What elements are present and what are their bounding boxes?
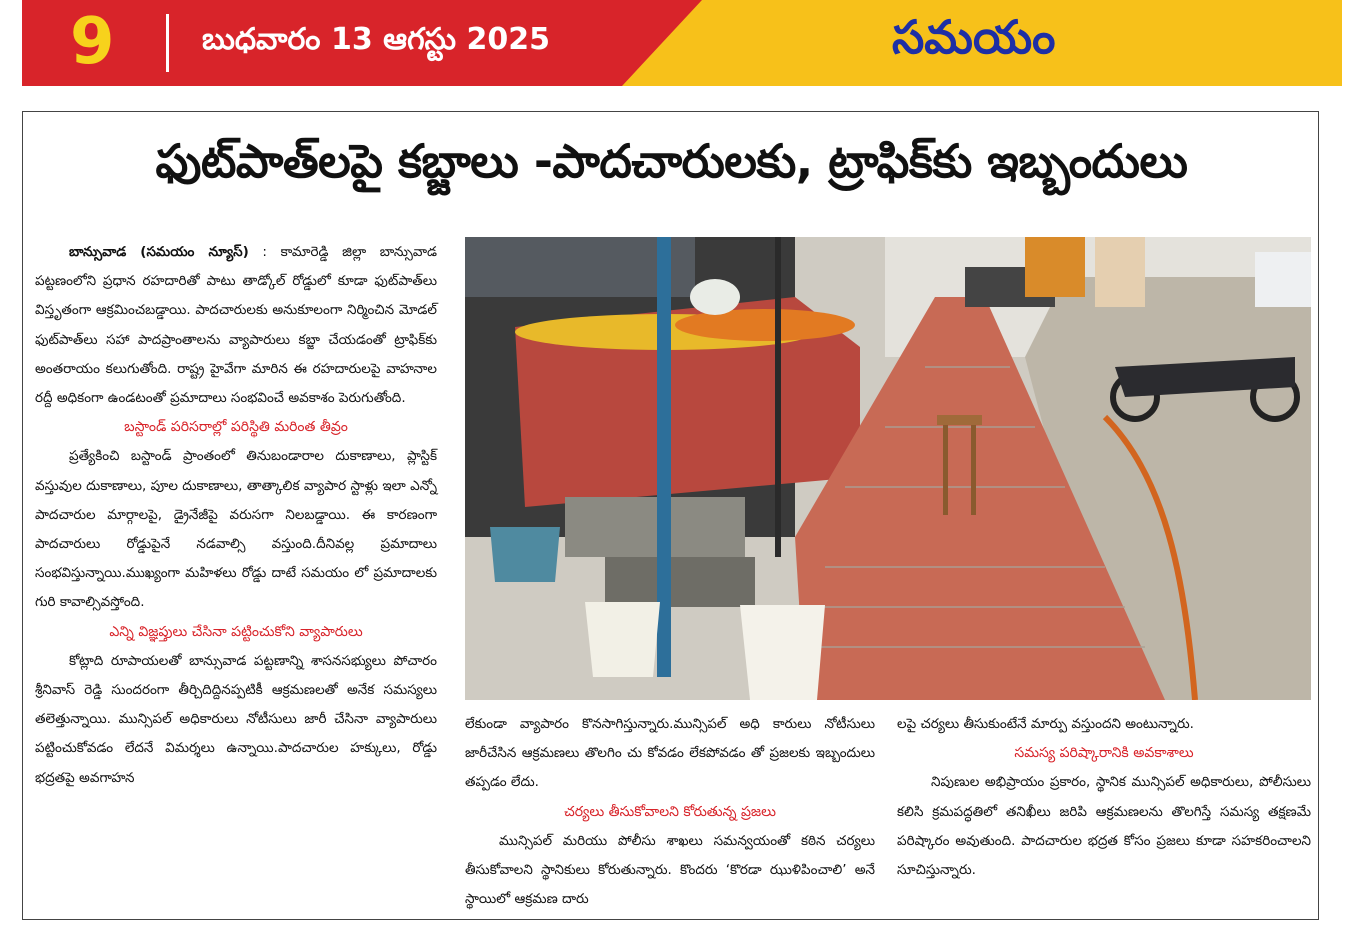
subheading: ఎన్ని విజ్ఞప్తులు చేసినా పట్టించుకోని వ్యాపారులు	[109, 623, 363, 640]
intro-text: : కామారెడ్డి జిల్లా బాన్సువాడ పట్టణంలోని ప్రధాన రహదారితో పాటు తాడ్కోల్ రోడ్డులో కూడా ఫుట్‌పాత్‌లు విస్తృతంగా ఆక్రమించబడ్డాయి. పాదచారులకు అనుకూలంగా నిర్మించిన మోడల్ ఫుట్‌పాత్‌లు సహా పాదప్రాంతాలను వ్యాపారులు కబ్జా చేయడంతో ట్రాఫిక్‌కు అంతరాయం కలుగుతోంది. రాష్ట్ర హైవేగా మారిన ఈ రహదారులపై వాహనాల రద్దీ అధికంగా ఉండటంతో ప్రమాదాలు సంభవించే అవకాశం పెరుగుతోంది.	[35, 244, 437, 407]
header-divider	[166, 14, 169, 72]
subheading: బస్టాండ్ పరిసరాల్లో పరిస్థితి మరింత తీవ్రం	[124, 419, 348, 436]
dateline: బాన్సువాడ (సమయం న్యూస్)	[69, 244, 249, 260]
intro-paragraph	[35, 238, 437, 413]
body-paragraph: ప్రత్యేకించి బస్టాండ్ ప్రాంతంలో తినుబండారాల దుకాణాలు, ప్లాస్టిక్ వస్తువుల దుకాణాలు, పూల దుకాణాలు, తాత్కాలిక వ్యాపార స్టాళ్లు ఇలా ఎన్నో పాదచారుల మార్గాలపై, డ్రైనేజీపై వరుసగా నిలబడ్డాయి. ఈ కారణంగా పాదచారులు రోడ్డుపైనే నడవాల్సి వస్తుంది.దీనివల్ల ప్రమాదాలు సంభవిస్తున్నాయి.ముఖ్యంగా మహిళలు రోడ్డు దాటే సమయం లో ప్రమాదాలకు గురి కావాల్సివస్తోంది.	[35, 448, 437, 611]
subheading: చర్యలు తీసుకోవాలని కోరుతున్న ప్రజలు	[564, 803, 776, 820]
article-column-middle	[465, 710, 875, 914]
page-number: 9	[70, 5, 115, 79]
body-paragraph: కోట్లాది రూపాయలతో బాన్సువాడ పట్టణాన్ని శాసనసభ్యులు పోచారం శ్రీనివాస్ రెడ్డి సుందరంగా తీర్చిదిద్దినప్పటికీ ఆక్రమణలతో అనేక సమస్యలు తలెత్తున్నాయి. మున్సిపల్ అధికారులు నోటీసులు జారీ చేసినా వ్యాపారులు పట్టించుకోవడం లేదనే విమర్శలు ఉన్నాయి.పాదచారుల హక్కులు, రోడ్డు భద్రతపై అవగాహన	[35, 652, 437, 786]
newspaper-brand: సమయం	[892, 10, 1056, 64]
article-headline: ఫుట్‌పాత్‌లపై కబ్జాలు -పాదచారులకు, ట్రాఫిక్‌కు ఇబ్బందులు	[155, 134, 1188, 188]
body-paragraph: నిపుణుల అభిప్రాయం ప్రకారం, స్థానిక మున్సిపల్ అధికారులు, పోలీసులు కలిసి క్రమపద్ధతిలో తనిఖీలు జరిపి ఆక్రమణలను తొలగిస్తే సమస్య తక్షణమే పరిష్కారం అవుతుంది. పాదచారుల భద్రత కోసం ప్రజలు కూడా సహకరించాలని సూచిస్తున్నారు.	[897, 774, 1311, 879]
article-photo	[465, 237, 1311, 700]
article-column-left	[35, 238, 437, 793]
issue-date: బుధవారం 13 ఆగస్టు 2025	[202, 22, 550, 57]
street-footpath-photo	[465, 237, 1311, 700]
page-header	[22, 0, 1342, 86]
article-column-right	[897, 710, 1311, 885]
body-paragraph: మున్సిపల్ మరియు పోలీసు శాఖలు సమన్వయంతో కఠిన చర్యలు తీసుకోవాలని స్థానికులు కోరుతున్నారు. కొందరు ‘కొరడా ఝుళిపించాలి’ అనే స్థాయిలో ఆక్రమణ దారు	[465, 832, 875, 908]
body-paragraph: లేకుండా వ్యాపారం కొనసాగిస్తున్నారు.మున్సిపల్ అధి కారులు నోటీసులు జారీచేసిన ఆక్రమణలు తొలగిం చు కోవడం లేకపోవడం తో ప్రజలకు ఇబ్బందులు తప్పడం లేదు.	[465, 716, 875, 791]
subheading: సమస్య పరిష్కారానికి అవకాశాలు	[1014, 745, 1194, 762]
body-paragraph: లపై చర్యలు తీసుకుంటేనే మార్పు వస్తుందని అంటున్నారు.	[897, 716, 1194, 732]
